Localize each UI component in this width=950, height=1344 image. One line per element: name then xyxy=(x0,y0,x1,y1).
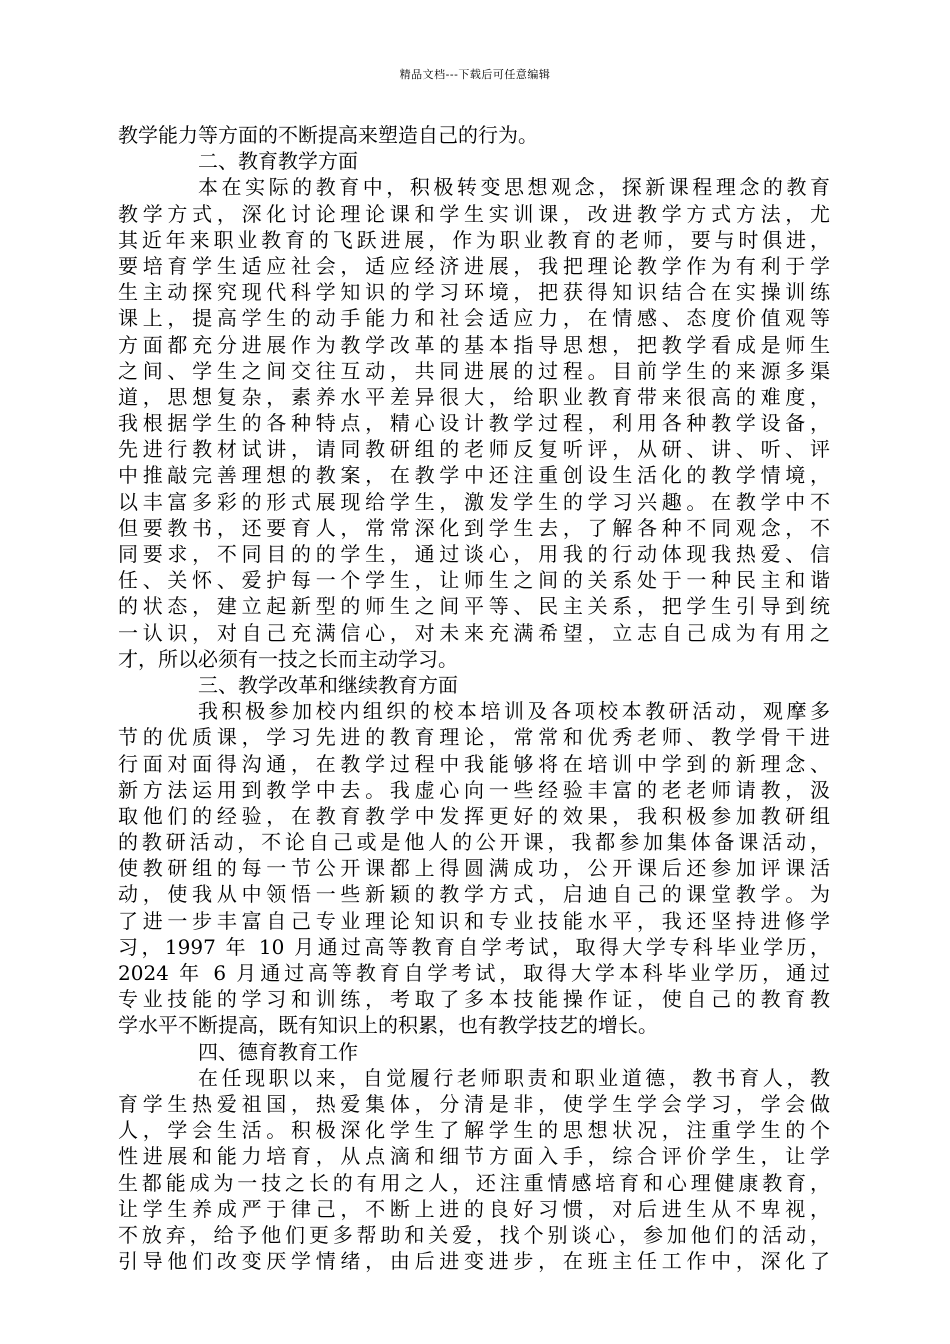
text-line: 任、关怀、爱护每一个学生，让师生之间的关系处于一种民主和谐 xyxy=(118,568,830,593)
text-line: 了进一步丰富自己专业理论知识和专业技能水平，我还坚持进修学 xyxy=(118,908,830,933)
text-line: 学水平不断提高，既有知识上的积累，也有教学技艺的增长。 xyxy=(118,1013,658,1038)
text-line: 引导他们改变厌学情绪，由后进变进步，在班主任工作中，深化了 xyxy=(118,1249,830,1274)
text-line: 不放弃，给予他们更多帮助和关爱，找个别谈心，参加他们的活动， xyxy=(118,1222,830,1247)
text-line: 让学生养成严于律己，不断上进的良好习惯，对后进生从不卑视， xyxy=(118,1196,830,1221)
text-line: 但要教书，还要育人，常常深化到学生去，了解各种不同观念，不 xyxy=(118,515,830,540)
text-line: 以丰富多彩的形式展现给学生，激发学生的学习兴趣。在教学中不 xyxy=(118,489,830,514)
section-heading: 二、教育教学方面 xyxy=(198,149,358,174)
text-line: 教学方式，深化讨论理论课和学生实训课，改进教学方式方法，尤 xyxy=(118,201,830,226)
text-line: 的教研活动，不论自己或是他人的公开课，我都参加集体备课活动， xyxy=(118,830,830,855)
text-line: 节的优质课，学习先进的教育理论，常常和优秀老师、教学骨干进 xyxy=(118,725,830,750)
text-line: 生主动探究现代科学知识的学习环境，把获得知识结合在实操训练 xyxy=(118,280,830,305)
text-line: 专业技能的学习和训练，考取了多本技能操作证，使自己的教育教 xyxy=(118,987,830,1012)
text-line: 行面对面得沟通，在教学过程中我能够将在培训中学到的新理念、 xyxy=(118,751,830,776)
text-line: 我积极参加校内组织的校本培训及各项校本教研活动，观摩多 xyxy=(198,699,830,724)
text-line: 中推敲完善理想的教案，在教学中还注重创设生活化的教学情境， xyxy=(118,463,830,488)
text-line: 生都能成为一技之长的有用之人，还注重情感培育和心理健康教育， xyxy=(118,1170,830,1195)
text-line: 取他们的经验，在教育教学中发挥更好的效果，我积极参加教研组 xyxy=(118,803,830,828)
text-line: 本在实际的教育中，积极转变思想观念，探新课程理念的教育 xyxy=(198,175,830,200)
text-line: 在任现职以来，自觉履行老师职责和职业道德，教书育人，教 xyxy=(198,1065,830,1090)
text-line: 新方法运用到教学中去。我虚心向一些经验丰富的老老师请教，汲 xyxy=(118,777,830,802)
section-heading: 三、教学改革和继续教育方面 xyxy=(198,672,458,697)
text-line: 道，思想复杂，素养水平差异很大，给职业教育带来很高的难度， xyxy=(118,384,830,409)
text-line: 同要求，不同目的的学生，通过谈心，用我的行动体现我热爱、信 xyxy=(118,542,830,566)
text-line: 要培育学生适应社会，适应经济进展，我把理论教学作为有利于学 xyxy=(118,253,830,278)
text-line: 习，1997 年 10 月通过高等教育自学考试，取得大学专科毕业学历， xyxy=(118,934,830,959)
text-line: 使教研组的每一节公开课都上得圆满成功，公开课后还参加评课活 xyxy=(118,856,830,881)
section-heading: 四、德育教育工作 xyxy=(198,1039,358,1064)
text-line: 人，学会生活。积极深化学生了解学生的思想状况，注重学生的个 xyxy=(118,1118,830,1143)
text-line: 性进展和能力培育，从点滴和细节方面入手，综合评价学生，让学 xyxy=(118,1144,830,1169)
text-line: 教学能力等方面的不断提高来塑造自己的行为。 xyxy=(118,123,538,147)
text-line: 方面都充分进展作为教学改革的基本指导思想，把教学看成是师生 xyxy=(118,332,830,357)
text-line: 先进行教材试讲，请同教研组的老师反复听评，从研、讲、听、评 xyxy=(118,437,830,462)
body-text xyxy=(118,122,830,1274)
text-line: 一认识，对自己充满信心，对未来充满希望，立志自己成为有用之 xyxy=(118,620,830,645)
text-line: 其近年来职业教育的飞跃进展，作为职业教育的老师，要与时俱进， xyxy=(118,227,830,252)
text-line: 育学生热爱祖国，热爱集体，分清是非，使学生学会学习，学会做 xyxy=(118,1091,830,1116)
text-line: 动，使我从中领悟一些新颖的教学方式，启迪自己的课堂教学。为 xyxy=(118,882,830,907)
text-line: 才，所以必须有一技之长而主动学习。 xyxy=(118,646,458,671)
text-line: 的状态，建立起新型的师生之间平等、民主关系，把学生引导到统 xyxy=(118,594,830,619)
text-line: 我根据学生的各种特点，精心设计教学过程，利用各种教学设备， xyxy=(118,411,830,436)
page-header: 精品文档---下载后可任意编辑 xyxy=(399,68,551,81)
text-line: 课上，提高学生的动手能力和社会适应力，在情感、态度价值观等 xyxy=(118,306,830,331)
text-line: 之间、学生之间交往互动，共同进展的过程。目前学生的来源多渠 xyxy=(118,358,830,383)
text-line: 2024 年 6 月通过高等教育自学考试，取得大学本科毕业学历，通过 xyxy=(118,961,830,985)
